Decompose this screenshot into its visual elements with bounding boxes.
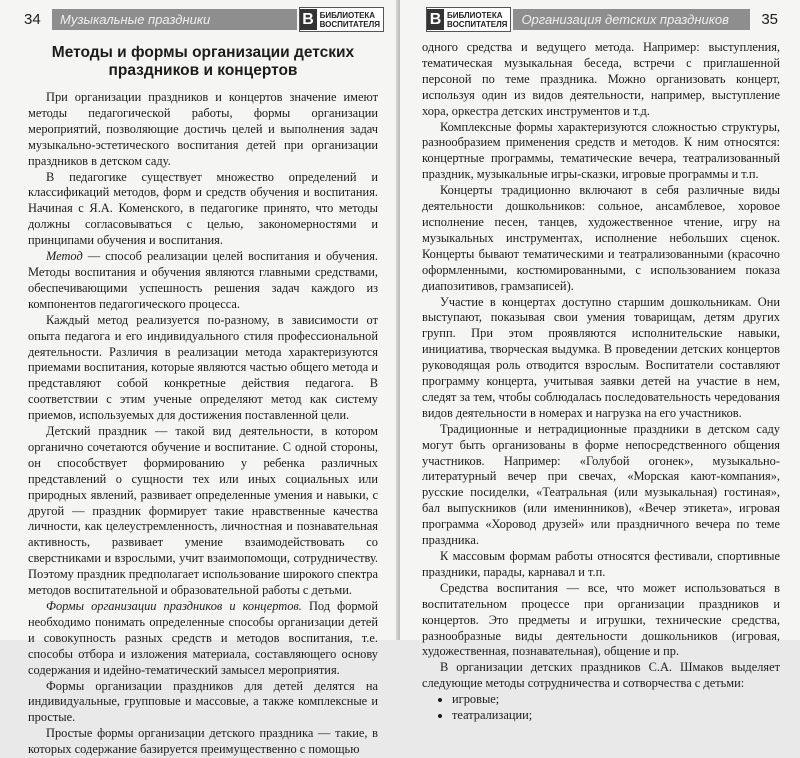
logo-line-2: ВОСПИТАТЕЛЯ <box>319 19 380 29</box>
series-logo <box>426 7 511 32</box>
paragraph: Детский праздник — такой вид деятельности, в котором органично сочетаются обучение и воспитание. С одной стороны, он способствует формированию у ребенка различных представлений о сущности тех или иных социальных или природных явлений, развивает определенные умения и навыки, с другой — праздник формирует такие нравственные качества личности, как целеустремленность, личностная и познавательная активность, развивает умение взаимодействовать со сверстниками и взрослыми, учит взаимопомощи, сотрудничеству. Поэтому праздник предполагает использование широкого спектра методов воспитательной и образовательной работы с детьми. <box>28 424 378 598</box>
right-page <box>400 0 800 723</box>
paragraph-text: Под формой необходимо понимать определенные способы организации детей и совокупность разных средств и методов воспитания, т.е. способы отбора и изложения материала, составляющего основу содержания и идейно-тематический замысел мероприятия. <box>28 599 378 677</box>
paragraph: В педагогике существует множество определений и классификаций методов, форм и средств обучения и воспитания. Начиная с Я.А. Коменского, в педагогике принято, что методы должны согласовываться с целью, закономерностями и принципами обучения и воспитания. <box>28 169 378 248</box>
left-header <box>24 8 386 31</box>
logo-text <box>320 11 380 29</box>
list-item: • игровые; <box>452 692 780 708</box>
paragraph: Каждый метод реализуется по-разному, в зависимости от опыта педагога и его индивидуального стиля профессиональной деятельности. Различия в реализации метода характеризуются приемами воспитания, которые являются частью общего метода и представляют собой конкретные действия педагога. В соответствии с этим ученые определяют метод как систему приемов, используемых для достижения поставленной цели. <box>28 312 378 423</box>
logo-line-1: БИБЛИОТЕКА <box>319 10 376 20</box>
right-page-body <box>422 40 780 724</box>
paragraph: Концерты традиционно включают в себя различные виды деятельности дошкольников: сольное, ансамблевое, хоровое исполнение песен, танцев, художественное чтение, игру на музыкальных инструментах, исполнение небольших сценок. Концерты бывают тематическими и театрализованными (красочно оформленными, костюмированными, с использованием показа диапозитивов, грамзаписей). <box>422 183 780 293</box>
paragraph: Комплексные формы характеризуются сложностью структуры, разнообразием применения средств и методов. К ним относятся: концертные программы, тематические вечера, театрализованный праздник, музыкальные игры-сказки, игровые программы и т.п. <box>422 119 780 182</box>
paragraph: Участие в концертах доступно старшим дошкольникам. Они выступают, показывая свои умения товарищам, детям других групп. При этом проявляются исполнительские навыки, инициатива, творческая выдумка. В проведении детских концертов руководящая роль отводится взрослым. Воспитатели составляют программу концерта, учитывая заявки детей на участие в нем, следят за тем, чтобы соблюдалась последовательность чередования видов деятельности в номерах и нагрузка на его участников. <box>422 294 780 420</box>
paragraph <box>28 249 378 313</box>
left-page <box>0 0 398 757</box>
paragraph: Простые формы организации детского праздника — такие, в которых содержание базируется преимущественно с помощью <box>28 726 378 757</box>
logo-line-1: БИБЛИОТЕКА <box>447 10 503 20</box>
paragraph: Средства воспитания — все, что может использоваться в воспитательном процессе при организации праздников и концертов. Это предметы и игрушки, технические средства, разнообразные виды деятельности дошкольников (игровая, художественная, познавательная), общение и пр. <box>422 580 780 659</box>
term-italic: Метод <box>46 249 83 264</box>
bullet-list <box>422 692 780 724</box>
page-number: 35 <box>761 11 778 28</box>
paragraph: В организации детских праздников С.А. Шмаков выделяет следующие методы сотрудничества и сотворчества с детьми: <box>422 660 780 691</box>
paragraph <box>28 599 378 679</box>
left-page-body <box>28 40 378 758</box>
logo-mark: В <box>427 9 444 30</box>
paragraph: К массовым формам работы относятся фестивали, спортивные праздники, парады, карнавал и т.п. <box>422 549 780 579</box>
paragraph: одного средства и ведущего метода. Например: выступления, тематическая музыкальная беседа, встречи с приглашенной персоной по теме праздника. Можно организовать концерт, используя один из видов деятельности, например, выступление хора, оркестра детских инструментов и т.д. <box>422 40 780 118</box>
logo-mark: В <box>300 9 317 30</box>
series-logo <box>299 7 384 32</box>
paragraph: Формы организации праздников для детей делятся на индивидуальные, групповые и массовые, а также комплексные и простые. <box>28 678 378 725</box>
section-title: Методы и формы организации детских праздников и концертов <box>51 44 355 79</box>
logo-line-2: ВОСПИТАТЕЛЯ <box>447 19 508 29</box>
paragraph: При организации праздников и концертов значение имеют методы педагогической работы, формы организации мероприятий, позволяющие достичь целей и выполнения задач музыкально-эстетического воспитания детей при организации праздников в детском саду. <box>28 90 378 168</box>
term-italic: Формы организации праздников и концертов. <box>46 599 302 613</box>
page-number: 34 <box>24 11 41 28</box>
running-head: Организация детских праздников <box>513 9 750 30</box>
right-header <box>424 8 778 31</box>
paragraph-text: — способ реализации целей воспитания и обучения. Методы воспитания и обучения являются главными средствами, обеспечивающими успешность решения задач каждого из компонентов педагогического процесса. <box>28 249 378 311</box>
logo-text <box>447 11 507 29</box>
list-item: • театрализации; <box>452 708 780 724</box>
paragraph: Традиционные и нетрадиционные праздники в детском саду могут быть организованы в форме непосредственного общения участников. Например: «Голубой огонек», музыкально-литературный вечер при свечах, «Морская кают-компания», русские посиделки, «Театральная (или музыкальная) гостиная», бал выпускников (или именинников), «Вечер этикета», игровая программа «Хоровод друзей» или праздничного вечера по теме праздника. <box>422 421 780 548</box>
running-head: Музыкальные праздники <box>52 9 297 30</box>
